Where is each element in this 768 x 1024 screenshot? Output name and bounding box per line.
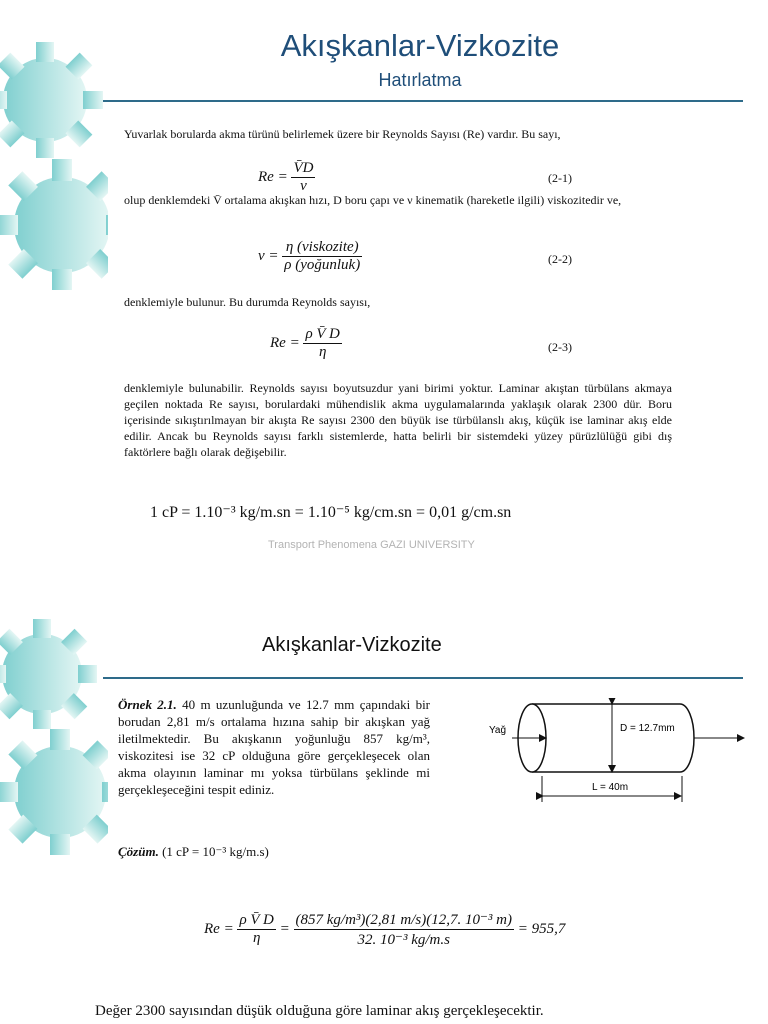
- diameter-label: D = 12.7mm: [620, 723, 675, 734]
- example-paragraph: [118, 696, 430, 798]
- pipe-diagram: [480, 698, 750, 810]
- solution-text: (1 cP = 10⁻³ kg/m.s): [162, 844, 269, 859]
- equation-2-2: ν = $\frac{\text{η (viskozite)}}{\text{ρ (yoğunluk)}}$: [258, 239, 361, 273]
- length-label: L = 40m: [592, 782, 629, 793]
- equation-number: (2-3): [548, 340, 572, 354]
- slide-title: Akışkanlar-Vizkozite: [280, 28, 560, 63]
- gear-decoration-icon: [0, 30, 115, 290]
- conclusion-text: Değer 2300 sayısından düşük olduğuna göre laminar akış gerçekleşecektir.: [95, 1003, 544, 1019]
- equation-number: (2-2): [548, 252, 572, 266]
- gear-decoration-icon: [0, 612, 115, 862]
- example-text: 40 m uzunluğunda ve 12.7 mm çapındaki bir borudan 2,81 m/s ortalama hızına sahip bir akışkan yağ iletilmektedir. Bu akışkanın yoğunluğu 857 kg/m³, viskozitesi ise 32 cP olduğuna göre gerçekleşecek olan akma olayının laminar mı yoksa türbülans şeklinde mi gerçekleşeceğini tespit ediniz.: [118, 697, 431, 797]
- solution-line: [118, 843, 269, 860]
- title-divider: [103, 100, 743, 102]
- fluid-label: Yağ: [489, 725, 507, 736]
- footer-text: Transport Phenomena GAZI UNIVERSITY: [268, 539, 475, 551]
- slide-subtitle: Hatırlatma: [378, 70, 462, 90]
- definition-paragraph: olup denklemdeki V̄ ortalama akışkan hızı, D boru çapı ve ν kinematik (hareketle ilgili) viskozitedir ve,: [124, 193, 622, 207]
- equation-2-1: Re = $\frac{V̄D}{\nu}$: [258, 160, 314, 194]
- title-divider: [103, 677, 743, 679]
- equation-2-3: Re = $\frac{\text{ρ V̄ D}}{\eta}$: [270, 326, 340, 360]
- solution-label: Çözüm.: [118, 844, 159, 859]
- reynolds-calculation: Re = $\frac{\text{ρ V̄ D}}{\eta}$ = $\frac{\text{(857 kg/m³)(2,81 m/s)(12,7. 10⁻³ m)}}{\text{32. 10⁻³ kg/m.s}}$ = 955,7: [204, 912, 566, 948]
- unit-conversion: 1 cP = 1.10⁻³ kg/m.sn = 1.10⁻⁵ kg/cm.sn = 0,01 g/cm.sn: [150, 504, 512, 521]
- intro-paragraph: Yuvarlak borularda akma türünü belirlemek üzere bir Reynolds Sayısı (Re) vardır. Bu sayı,: [124, 127, 561, 141]
- pipe-body: [532, 704, 694, 772]
- body-paragraph: denklemiyle bulunabilir. Reynolds sayısı boyutsuzdur yani birimi yoktur. Laminar akıştan türbülans akmaya geçilen noktada Re sayısı, borulardaki mühendislik akma uygulamalarında yaklaşık olarak 2300 dür. Boru içerisinde sıkıştırılmayan bir akışta Re sayısı 2300 den büyük ise türbülanslı akış, küçük ise laminar akış elde edilir. Ancak bu Reynolds sayısı farklı sistemlerde, hatta belirli bir sistemdeki yüzey pürüzlülüğü gibi dış faktörlere bağlı olarak değişebilir.: [124, 381, 672, 459]
- transition-paragraph: denklemiyle bulunur. Bu durumda Reynolds sayısı,: [124, 295, 371, 309]
- example-label: Örnek 2.1.: [118, 697, 177, 712]
- equation-number: (2-1): [548, 171, 572, 185]
- slide-title: Akışkanlar-Vizkozite: [262, 634, 442, 656]
- result-value: = 955,7: [517, 920, 566, 937]
